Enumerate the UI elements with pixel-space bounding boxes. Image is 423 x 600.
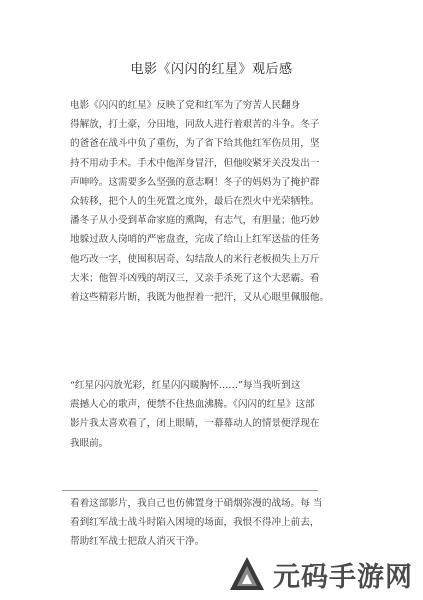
text-line: 看着这部影片，我自己也仿佛置身于硝烟弥漫的战场。每 当 [70, 498, 323, 509]
text-line: 震撼人心的歌声，便禁不住热血沸腾。《闪闪的红星》这部 [70, 399, 315, 411]
text-line: 影片我太喜欢看了，闭上眼睛，一幕幕动人的情景便浮现在 [70, 418, 320, 430]
text-line: 帮助红军战士把敌人消灭干净。 [70, 536, 205, 548]
paragraph-3 [70, 494, 360, 552]
text-line: 声呻吟。这需要多么坚强的意志啊！冬子的妈妈为了掩护群 [70, 176, 320, 188]
watermark [227, 554, 413, 594]
text-line: 地躲过敌人岗哨的严密盘查，完成了给山上红军送盐的任务 [70, 234, 320, 246]
watermark-text: 元码手游网 [273, 561, 413, 593]
paragraph-2 [70, 376, 360, 453]
text-line: 众转移，把个人的生死置之度外，最后在烈火中光荣牺牲。 [70, 196, 320, 208]
text-line: 持不用动手术。手术中他浑身冒汗，但他咬紧牙关没发出一 [70, 157, 320, 169]
paragraph-1 [70, 96, 360, 307]
text-line: 电影《闪闪的红星》反映了党和红军为了穷苦人民翻身 [70, 100, 301, 111]
text-line: 大米；他智斗凶残的胡汉三，又亲手杀死了这个大恶霸。看 [70, 272, 320, 284]
text-line: 潘冬子从小受到革命家庭的熏陶，有志气，有胆量；他巧妙 [70, 215, 320, 227]
document-title: 电影《闪闪的红星》观后感 [130, 62, 293, 77]
text-line: 的爸爸在战斗中负了重伤，为了省下给其他红军伤员用，坚 [70, 138, 320, 150]
text-line: “红星闪闪放光彩，红星闪闪暖胸怀……”每当我听到这 [70, 380, 301, 391]
divider-line [62, 490, 318, 491]
text-line: 我眼前。 [70, 437, 109, 449]
tent-triangle-logo-icon [227, 554, 267, 594]
text-line: 他巧改一字，使囤积居奇、勾结敌人的米行老板损失上万斤 [70, 253, 320, 265]
text-line: 看到红军战士战斗时陷入困境的场面，我恨不得冲上前去， [70, 517, 320, 529]
text-line: 着这些精彩片断，我既为他捏着一把汗，又从心眼里佩服他。 [70, 292, 330, 304]
text-line: 得解放，打土豪，分田地，同敌人进行着艰苦的斗争。冬子 [70, 119, 320, 131]
